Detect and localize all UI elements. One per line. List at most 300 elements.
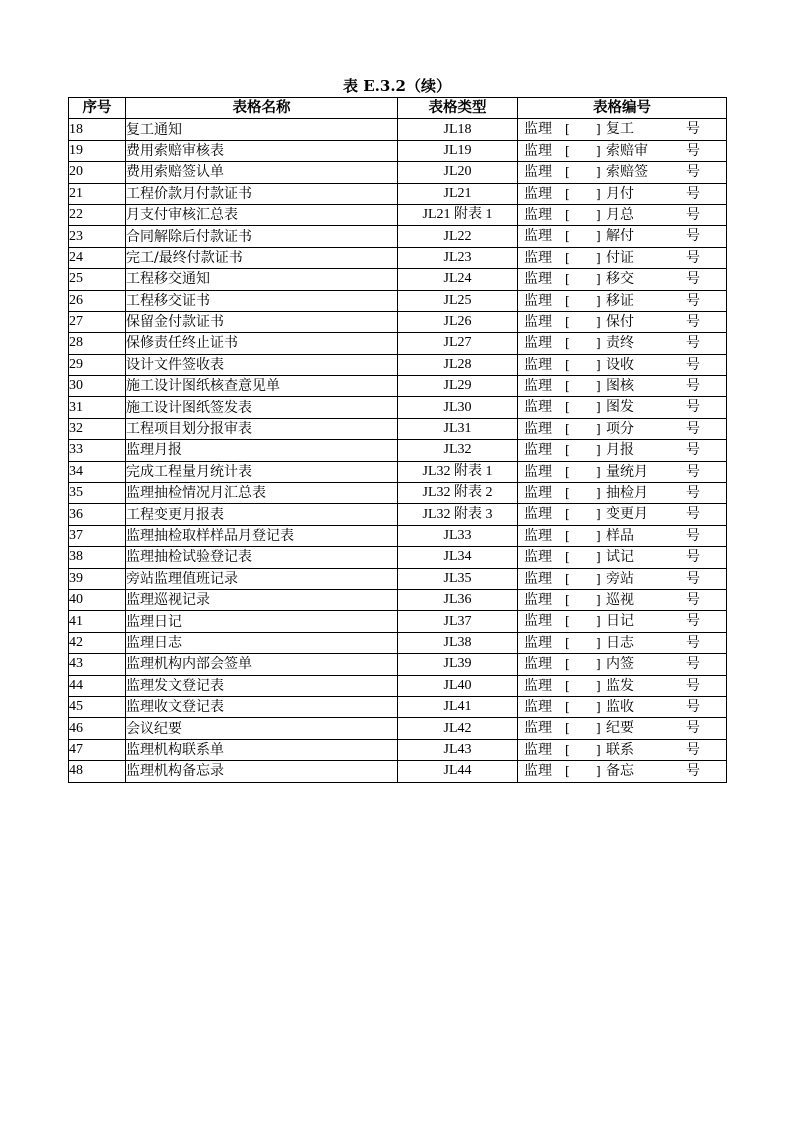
code-abbreviation: 监收	[606, 698, 634, 715]
row-number: 25	[69, 269, 126, 290]
code-left-bracket: [	[565, 550, 570, 565]
form-code	[518, 269, 727, 290]
form-name: 会议纪要	[126, 718, 398, 739]
form-type: JL22	[398, 226, 518, 247]
code-right-bracket: ]	[596, 614, 601, 629]
code-left-bracket: [	[565, 186, 570, 201]
code-left-bracket: [	[565, 272, 570, 287]
code-left-bracket: [	[565, 443, 570, 458]
code-left-bracket: [	[565, 379, 570, 394]
code-right-bracket: ]	[596, 314, 601, 329]
row-number: 38	[69, 547, 126, 568]
code-prefix: 监理	[524, 570, 552, 587]
code-abbreviation: 监发	[606, 677, 634, 694]
row-number: 23	[69, 226, 126, 247]
code-right-bracket: ]	[596, 229, 601, 244]
code-prefix: 监理	[524, 720, 552, 737]
code-left-bracket: [	[565, 250, 570, 265]
table-row	[69, 611, 727, 632]
form-type: JL39	[398, 654, 518, 675]
code-left-bracket: [	[565, 400, 570, 415]
code-abbreviation: 图发	[606, 399, 634, 416]
form-name: 设计文件签收表	[126, 354, 398, 375]
form-code	[518, 632, 727, 653]
code-abbreviation: 纪要	[606, 720, 634, 737]
table-row	[69, 333, 727, 354]
code-right-bracket: ]	[596, 528, 601, 543]
table-row	[69, 504, 727, 525]
code-prefix: 监理	[524, 206, 552, 223]
row-number: 24	[69, 247, 126, 268]
form-code	[518, 589, 727, 610]
table-row	[69, 568, 727, 589]
form-code	[518, 162, 727, 183]
code-right-bracket: ]	[596, 592, 601, 607]
form-name: 完成工程量月统计表	[126, 461, 398, 482]
form-type: JL26	[398, 311, 518, 332]
code-abbreviation: 联系	[606, 741, 634, 758]
table-row	[69, 675, 727, 696]
code-prefix: 监理	[524, 463, 552, 480]
code-suffix: 号	[686, 527, 700, 544]
form-name: 保留金付款证书	[126, 311, 398, 332]
row-number: 21	[69, 183, 126, 204]
table-row	[69, 290, 727, 311]
code-prefix: 监理	[524, 527, 552, 544]
code-abbreviation: 月总	[606, 206, 634, 223]
code-right-bracket: ]	[596, 421, 601, 436]
table-row	[69, 226, 727, 247]
form-name: 监理收文登记表	[126, 696, 398, 717]
form-code	[518, 483, 727, 504]
table-row	[69, 632, 727, 653]
form-code	[518, 654, 727, 675]
code-left-bracket: [	[565, 314, 570, 329]
form-name: 监理日记	[126, 611, 398, 632]
form-type: JL35	[398, 568, 518, 589]
form-type: JL40	[398, 675, 518, 696]
code-suffix: 号	[686, 313, 700, 330]
table-row	[69, 119, 727, 140]
form-code	[518, 611, 727, 632]
form-code	[518, 311, 727, 332]
table-row	[69, 547, 727, 568]
code-abbreviation: 项分	[606, 420, 634, 437]
code-left-bracket: [	[565, 122, 570, 137]
form-name: 监理抽检取样样品月登记表	[126, 525, 398, 546]
code-right-bracket: ]	[596, 186, 601, 201]
table-row	[69, 311, 727, 332]
form-name: 工程价款月付款证书	[126, 183, 398, 204]
table-row	[69, 654, 727, 675]
code-left-bracket: [	[565, 742, 570, 757]
code-suffix: 号	[686, 228, 700, 245]
code-prefix: 监理	[524, 442, 552, 459]
code-suffix: 号	[686, 463, 700, 480]
code-prefix: 监理	[524, 185, 552, 202]
form-name: 监理月报	[126, 440, 398, 461]
code-left-bracket: [	[565, 528, 570, 543]
code-suffix: 号	[686, 741, 700, 758]
form-type: JL23	[398, 247, 518, 268]
code-suffix: 号	[686, 613, 700, 630]
table-title: 表 E.3.2（续）	[343, 77, 451, 95]
form-name: 合同解除后付款证书	[126, 226, 398, 247]
form-name: 监理发文登记表	[126, 675, 398, 696]
code-suffix: 号	[686, 399, 700, 416]
form-code	[518, 119, 727, 140]
row-number: 19	[69, 140, 126, 161]
code-right-bracket: ]	[596, 699, 601, 714]
form-name: 工程移交通知	[126, 269, 398, 290]
code-prefix: 监理	[524, 313, 552, 330]
form-type: JL28	[398, 354, 518, 375]
code-abbreviation: 抽检月	[606, 485, 648, 502]
form-type: JL38	[398, 632, 518, 653]
code-suffix: 号	[686, 506, 700, 523]
table-row	[69, 269, 727, 290]
code-prefix: 监理	[524, 506, 552, 523]
table-row	[69, 440, 727, 461]
code-right-bracket: ]	[596, 635, 601, 650]
form-name: 监理抽检试验登记表	[126, 547, 398, 568]
form-type: JL33	[398, 525, 518, 546]
code-right-bracket: ]	[596, 357, 601, 372]
form-code	[518, 568, 727, 589]
table-row	[69, 718, 727, 739]
code-prefix: 监理	[524, 271, 552, 288]
form-type: JL43	[398, 739, 518, 760]
code-right-bracket: ]	[596, 550, 601, 565]
code-left-bracket: [	[565, 421, 570, 436]
form-name: 工程变更月报表	[126, 504, 398, 525]
row-number: 36	[69, 504, 126, 525]
code-left-bracket: [	[565, 507, 570, 522]
forms-table	[68, 97, 727, 783]
form-code	[518, 547, 727, 568]
code-prefix: 监理	[524, 356, 552, 373]
row-number: 30	[69, 376, 126, 397]
row-number: 39	[69, 568, 126, 589]
form-code	[518, 354, 727, 375]
code-abbreviation: 图核	[606, 378, 634, 395]
code-prefix: 监理	[524, 634, 552, 651]
header-row	[69, 98, 727, 119]
code-left-bracket: [	[565, 143, 570, 158]
form-type: JL21 附表 1	[398, 204, 518, 225]
code-suffix: 号	[686, 249, 700, 266]
code-prefix: 监理	[524, 698, 552, 715]
code-abbreviation: 移交	[606, 271, 634, 288]
code-abbreviation: 月付	[606, 185, 634, 202]
form-type: JL32 附表 2	[398, 483, 518, 504]
row-number: 33	[69, 440, 126, 461]
code-left-bracket: [	[565, 464, 570, 479]
table-row	[69, 397, 727, 418]
code-prefix: 监理	[524, 164, 552, 181]
form-code	[518, 204, 727, 225]
form-type: JL32	[398, 440, 518, 461]
header-no: 序号	[69, 98, 126, 119]
code-right-bracket: ]	[596, 400, 601, 415]
code-abbreviation: 试记	[606, 549, 634, 566]
table-row	[69, 183, 727, 204]
form-code	[518, 290, 727, 311]
header-name: 表格名称	[126, 98, 398, 119]
code-suffix: 号	[686, 420, 700, 437]
form-name: 监理机构联系单	[126, 739, 398, 760]
row-number: 44	[69, 675, 126, 696]
code-right-bracket: ]	[596, 379, 601, 394]
code-abbreviation: 样品	[606, 527, 634, 544]
code-prefix: 监理	[524, 335, 552, 352]
row-number: 47	[69, 739, 126, 760]
code-suffix: 号	[686, 763, 700, 780]
form-code	[518, 761, 727, 782]
table-row	[69, 376, 727, 397]
form-name: 工程移交证书	[126, 290, 398, 311]
table-row	[69, 589, 727, 610]
form-code	[518, 183, 727, 204]
header-type: 表格类型	[398, 98, 518, 119]
code-left-bracket: [	[565, 336, 570, 351]
form-type: JL34	[398, 547, 518, 568]
form-code	[518, 376, 727, 397]
table-row	[69, 247, 727, 268]
form-type: JL20	[398, 162, 518, 183]
code-left-bracket: [	[565, 229, 570, 244]
code-abbreviation: 责终	[606, 335, 634, 352]
code-left-bracket: [	[565, 357, 570, 372]
code-abbreviation: 保付	[606, 313, 634, 330]
form-code	[518, 696, 727, 717]
form-name: 保修责任终止证书	[126, 333, 398, 354]
form-type: JL19	[398, 140, 518, 161]
table-row	[69, 739, 727, 760]
row-number: 32	[69, 418, 126, 439]
row-number: 45	[69, 696, 126, 717]
code-suffix: 号	[686, 570, 700, 587]
code-right-bracket: ]	[596, 272, 601, 287]
form-name: 施工设计图纸签发表	[126, 397, 398, 418]
code-suffix: 号	[686, 292, 700, 309]
row-number: 41	[69, 611, 126, 632]
row-number: 18	[69, 119, 126, 140]
code-right-bracket: ]	[596, 507, 601, 522]
code-right-bracket: ]	[596, 207, 601, 222]
form-name: 监理日志	[126, 632, 398, 653]
form-code	[518, 397, 727, 418]
code-abbreviation: 索赔审	[606, 142, 648, 159]
code-suffix: 号	[686, 142, 700, 159]
form-name: 监理巡视记录	[126, 589, 398, 610]
form-type: JL32 附表 1	[398, 461, 518, 482]
code-right-bracket: ]	[596, 143, 601, 158]
row-number: 27	[69, 311, 126, 332]
row-number: 22	[69, 204, 126, 225]
code-prefix: 监理	[524, 142, 552, 159]
code-abbreviation: 索赔签	[606, 164, 648, 181]
code-prefix: 监理	[524, 741, 552, 758]
form-type: JL44	[398, 761, 518, 782]
code-left-bracket: [	[565, 165, 570, 180]
table-row	[69, 140, 727, 161]
table-row	[69, 204, 727, 225]
code-left-bracket: [	[565, 293, 570, 308]
code-prefix: 监理	[524, 228, 552, 245]
row-number: 40	[69, 589, 126, 610]
code-abbreviation: 日志	[606, 634, 634, 651]
code-prefix: 监理	[524, 399, 552, 416]
form-type: JL36	[398, 589, 518, 610]
code-suffix: 号	[686, 549, 700, 566]
form-code	[518, 333, 727, 354]
row-number: 48	[69, 761, 126, 782]
form-code	[518, 718, 727, 739]
form-code	[518, 461, 727, 482]
code-prefix: 监理	[524, 121, 552, 138]
code-right-bracket: ]	[596, 464, 601, 479]
code-suffix: 号	[686, 335, 700, 352]
row-number: 35	[69, 483, 126, 504]
code-left-bracket: [	[565, 592, 570, 607]
form-name: 监理机构内部会签单	[126, 654, 398, 675]
form-code	[518, 525, 727, 546]
code-suffix: 号	[686, 378, 700, 395]
code-prefix: 监理	[524, 613, 552, 630]
code-right-bracket: ]	[596, 293, 601, 308]
code-abbreviation: 巡视	[606, 591, 634, 608]
form-code	[518, 226, 727, 247]
form-code	[518, 675, 727, 696]
code-left-bracket: [	[565, 764, 570, 779]
code-left-bracket: [	[565, 571, 570, 586]
form-type: JL18	[398, 119, 518, 140]
code-abbreviation: 移证	[606, 292, 634, 309]
code-abbreviation: 变更月	[606, 506, 648, 523]
code-abbreviation: 内签	[606, 656, 634, 673]
form-code	[518, 418, 727, 439]
code-prefix: 监理	[524, 249, 552, 266]
code-prefix: 监理	[524, 656, 552, 673]
code-prefix: 监理	[524, 292, 552, 309]
code-left-bracket: [	[565, 721, 570, 736]
table-row	[69, 418, 727, 439]
code-abbreviation: 备忘	[606, 763, 634, 780]
form-name: 施工设计图纸核查意见单	[126, 376, 398, 397]
table-row	[69, 525, 727, 546]
code-prefix: 监理	[524, 378, 552, 395]
form-name: 监理机构备忘录	[126, 761, 398, 782]
table-row	[69, 354, 727, 375]
code-right-bracket: ]	[596, 571, 601, 586]
form-code	[518, 504, 727, 525]
code-suffix: 号	[686, 271, 700, 288]
row-number: 42	[69, 632, 126, 653]
form-type: JL42	[398, 718, 518, 739]
table-row	[69, 461, 727, 482]
row-number: 34	[69, 461, 126, 482]
code-abbreviation: 日记	[606, 613, 634, 630]
code-right-bracket: ]	[596, 250, 601, 265]
table-row	[69, 483, 727, 504]
row-number: 29	[69, 354, 126, 375]
header-code: 表格编号	[518, 98, 727, 119]
code-left-bracket: [	[565, 657, 570, 672]
form-name: 旁站监理值班记录	[126, 568, 398, 589]
code-suffix: 号	[686, 698, 700, 715]
code-suffix: 号	[686, 720, 700, 737]
row-number: 46	[69, 718, 126, 739]
code-right-bracket: ]	[596, 443, 601, 458]
code-prefix: 监理	[524, 549, 552, 566]
code-suffix: 号	[686, 656, 700, 673]
code-right-bracket: ]	[596, 165, 601, 180]
form-name: 费用索赔签认单	[126, 162, 398, 183]
code-abbreviation: 量统月	[606, 463, 648, 480]
code-left-bracket: [	[565, 207, 570, 222]
code-left-bracket: [	[565, 486, 570, 501]
code-right-bracket: ]	[596, 742, 601, 757]
code-prefix: 监理	[524, 591, 552, 608]
form-type: JL24	[398, 269, 518, 290]
code-right-bracket: ]	[596, 486, 601, 501]
form-type: JL25	[398, 290, 518, 311]
code-left-bracket: [	[565, 699, 570, 714]
form-type: JL27	[398, 333, 518, 354]
code-prefix: 监理	[524, 420, 552, 437]
form-type: JL29	[398, 376, 518, 397]
code-abbreviation: 解付	[606, 228, 634, 245]
form-name: 复工通知	[126, 119, 398, 140]
code-abbreviation: 设收	[606, 356, 634, 373]
code-abbreviation: 付证	[606, 249, 634, 266]
form-name: 月支付审核汇总表	[126, 204, 398, 225]
form-name: 费用索赔审核表	[126, 140, 398, 161]
code-abbreviation: 月报	[606, 442, 634, 459]
form-name: 监理抽检情况月汇总表	[126, 483, 398, 504]
code-right-bracket: ]	[596, 678, 601, 693]
form-type: JL31	[398, 418, 518, 439]
code-suffix: 号	[686, 121, 700, 138]
row-number: 43	[69, 654, 126, 675]
form-code	[518, 140, 727, 161]
code-left-bracket: [	[565, 614, 570, 629]
code-abbreviation: 旁站	[606, 570, 634, 587]
code-prefix: 监理	[524, 763, 552, 780]
row-number: 31	[69, 397, 126, 418]
form-name: 工程项目划分报审表	[126, 418, 398, 439]
table-row	[69, 761, 727, 782]
form-type: JL37	[398, 611, 518, 632]
table-body	[69, 119, 727, 782]
code-suffix: 号	[686, 206, 700, 223]
code-suffix: 号	[686, 677, 700, 694]
code-suffix: 号	[686, 634, 700, 651]
code-suffix: 号	[686, 442, 700, 459]
row-number: 37	[69, 525, 126, 546]
form-type: JL30	[398, 397, 518, 418]
row-number: 26	[69, 290, 126, 311]
code-right-bracket: ]	[596, 721, 601, 736]
form-name: 完工/最终付款证书	[126, 247, 398, 268]
code-right-bracket: ]	[596, 336, 601, 351]
code-suffix: 号	[686, 356, 700, 373]
form-code	[518, 739, 727, 760]
code-prefix: 监理	[524, 485, 552, 502]
code-right-bracket: ]	[596, 764, 601, 779]
code-suffix: 号	[686, 591, 700, 608]
